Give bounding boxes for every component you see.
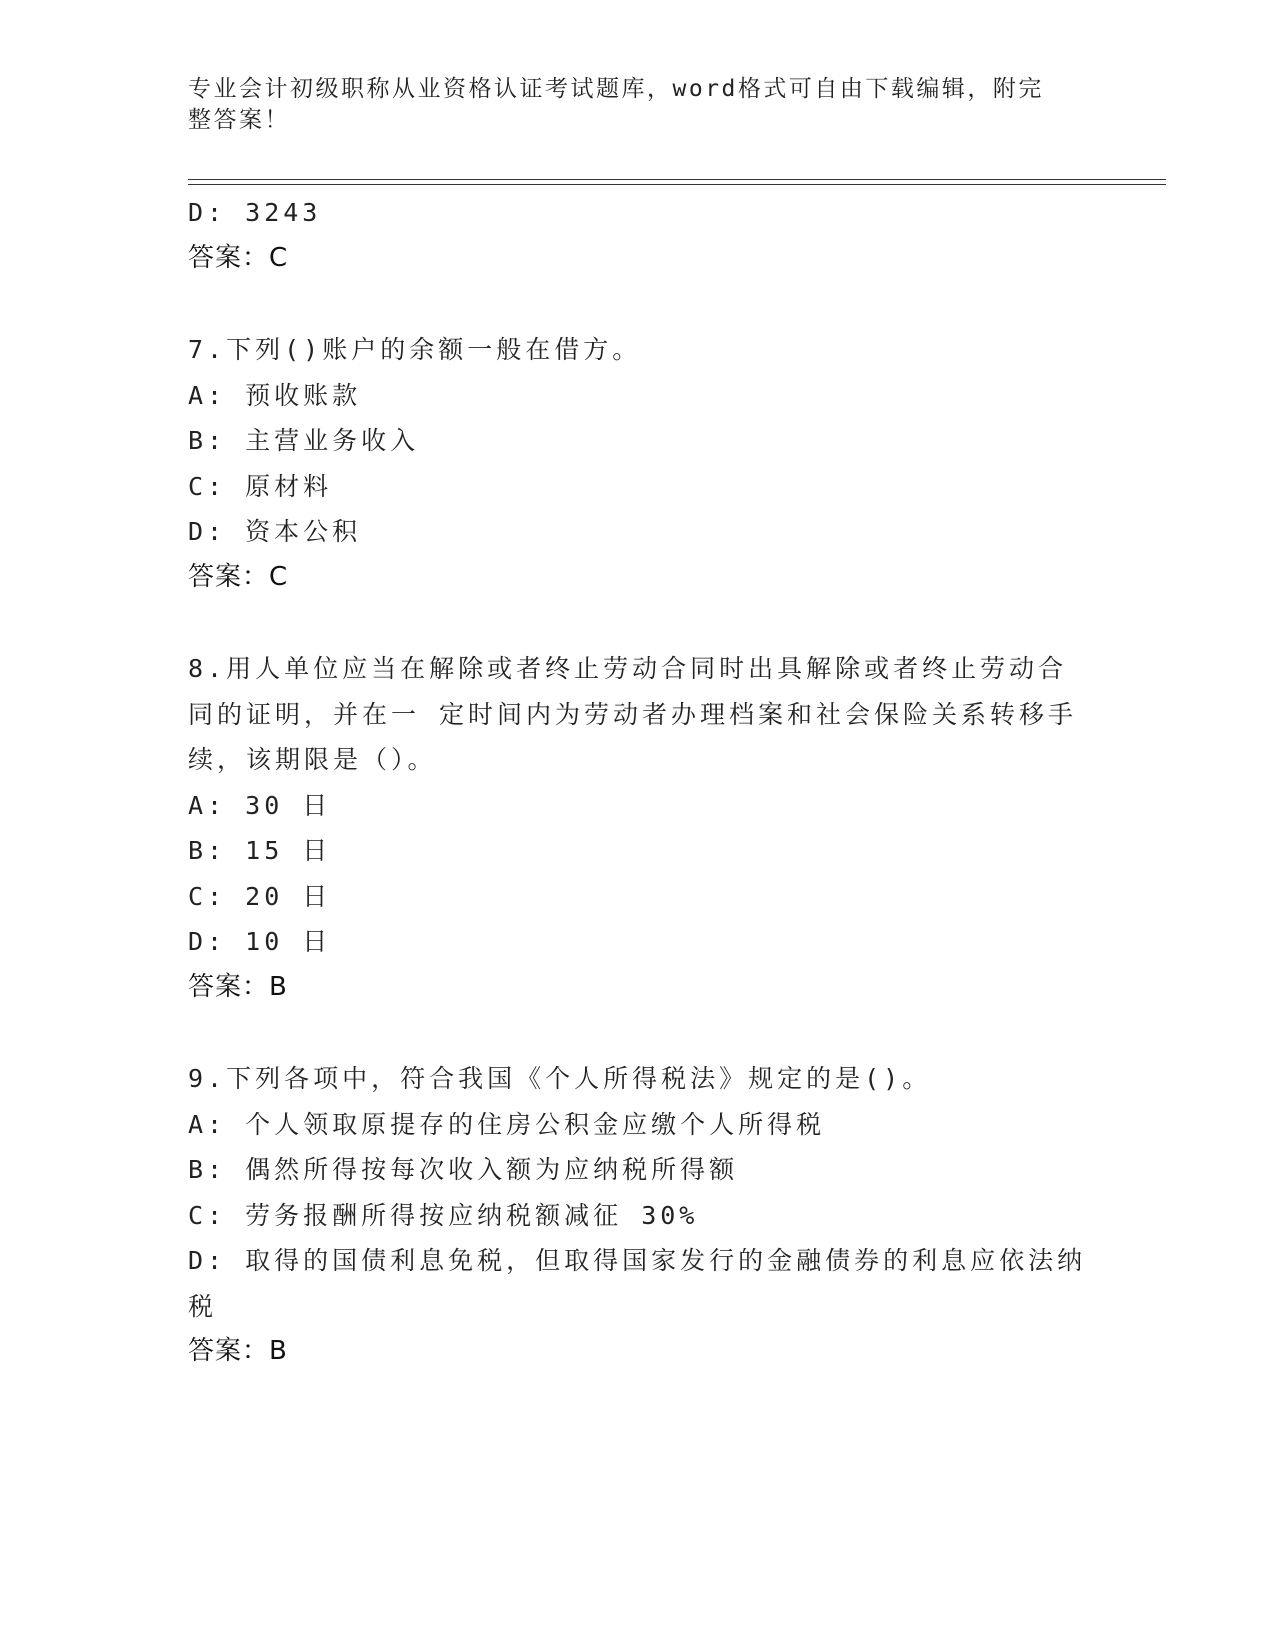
option-d: D: 3243 [188, 198, 322, 227]
question-stem-line-3: 续，该期限是（）。 [188, 745, 437, 774]
option-b: B: 偶然所得按每次收入额为应纳税所得额 [188, 1155, 739, 1184]
question-list [188, 190, 1088, 1375]
question-7 [188, 327, 1088, 600]
question-8 [188, 646, 1088, 1010]
option-a: A: 30 日 [188, 790, 332, 820]
option-c: C: 原材料 [188, 471, 333, 501]
option-d-line-1: D: 取得的国债利息免税，但取得国家发行的金融债券的利息应依法纳 [188, 1246, 1087, 1275]
answer: 答案：B [188, 971, 288, 1002]
option-d: D: 资本公积 [188, 517, 362, 546]
question-9 [188, 1056, 1088, 1375]
option-b: B: 主营业务收入 [188, 426, 420, 455]
option-c: C: 20 日 [188, 881, 332, 911]
question-stem-line-1: 8.用人单位应当在解除或者终止劳动合同时出具解除或者终止劳动合 [188, 654, 1068, 683]
option-c: C: 劳务报酬所得按应纳税额减征 30% [188, 1200, 699, 1230]
option-a: A: 预收账款 [188, 380, 362, 410]
answer: 答案：B [188, 1336, 288, 1366]
question-stem-line-2: 同的证明，并在一 定时间内为劳动者办理档案和社会保险关系转移手 [188, 699, 1078, 729]
option-a: A: 个人领取原提存的住房公积金应缴个人所得税 [188, 1109, 826, 1139]
page-header: 专业会计初级职称从业资格认证考试题库，word格式可自由下载编辑，附完整答案！ [188, 76, 1044, 133]
answer: 答案：C [188, 242, 289, 273]
question-stem: 7.下列()账户的余额一般在借方。 [188, 335, 642, 364]
option-d-line-2: 税 [188, 1291, 218, 1321]
header-rule-top [188, 179, 1166, 180]
header-rule-bottom [188, 184, 1166, 185]
question-stem: 9.下列各项中，符合我国《个人所得税法》规定的是()。 [188, 1064, 932, 1093]
answer: 答案：C [188, 561, 289, 592]
option-d: D: 10 日 [188, 927, 332, 956]
option-b: B: 15 日 [188, 836, 332, 865]
